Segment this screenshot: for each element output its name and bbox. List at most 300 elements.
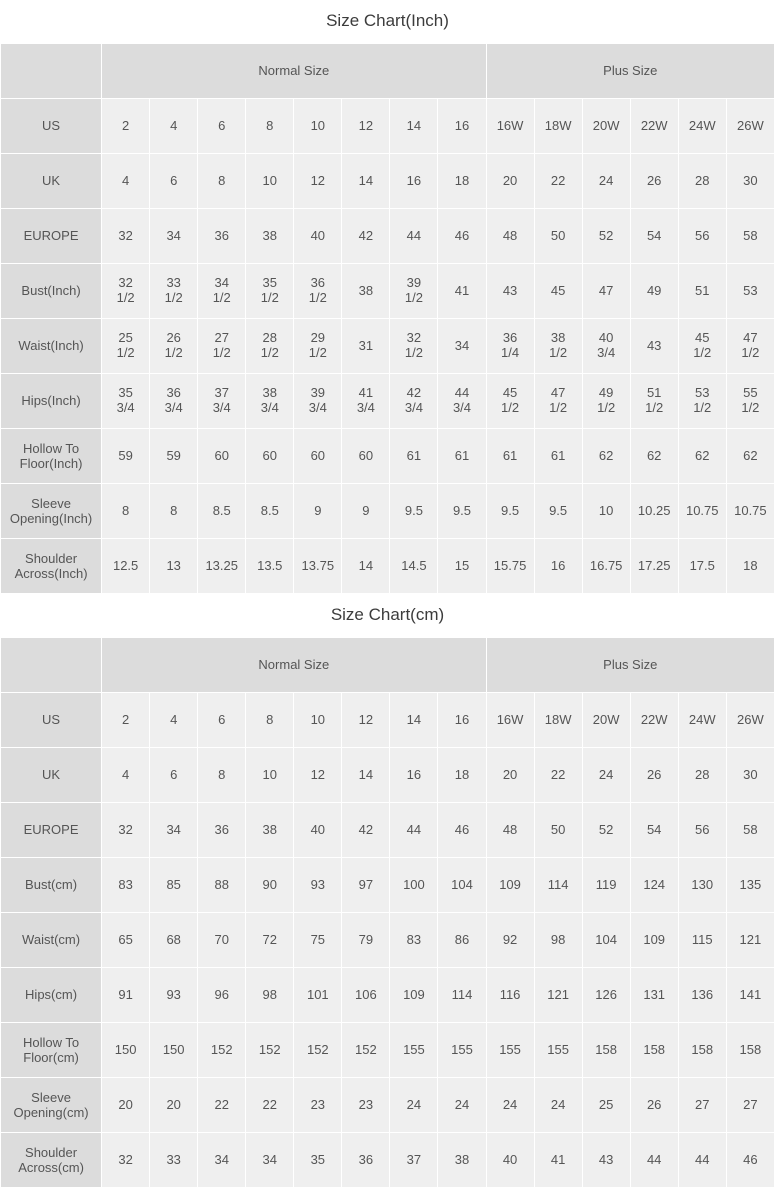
measurement-cell: 24W: [678, 99, 726, 154]
measurement-cell: 90: [246, 858, 294, 913]
measurement-cell: 56: [678, 803, 726, 858]
measurement-cell: 13.25: [198, 539, 246, 594]
measurement-cell: 50: [534, 209, 582, 264]
measurement-cell: 26: [630, 1078, 678, 1133]
measurement-cell: 60: [198, 429, 246, 484]
measurement-cell: 46: [438, 209, 486, 264]
measurement-cell: 121: [726, 913, 774, 968]
measurement-cell: 121: [534, 968, 582, 1023]
measurement-cell: 32: [102, 209, 150, 264]
measurement-cell: 31: [342, 319, 390, 374]
measurement-cell: 26: [630, 748, 678, 803]
measurement-cell: 61: [486, 429, 534, 484]
row-label-cell: Hips(Inch): [1, 374, 102, 429]
measurement-cell: 135: [726, 858, 774, 913]
measurement-cell: 45 1/2: [678, 319, 726, 374]
measurement-cell: 4: [102, 154, 150, 209]
measurement-cell: 12.5: [102, 539, 150, 594]
measurement-cell: 8.5: [246, 484, 294, 539]
measurement-cell: 38 3/4: [246, 374, 294, 429]
measurement-cell: 20: [486, 748, 534, 803]
measurement-cell: 55 1/2: [726, 374, 774, 429]
measurement-cell: 22: [534, 748, 582, 803]
measurement-cell: 158: [630, 1023, 678, 1078]
measurement-cell: 93: [294, 858, 342, 913]
measurement-cell: 109: [486, 858, 534, 913]
measurement-cell: 40 3/4: [582, 319, 630, 374]
measurement-cell: 24: [582, 154, 630, 209]
table-row: [1, 693, 775, 748]
measurement-cell: 30: [726, 748, 774, 803]
measurement-cell: 48: [486, 803, 534, 858]
measurement-cell: 14.5: [390, 539, 438, 594]
measurement-cell: 44: [678, 1133, 726, 1188]
measurement-cell: 85: [150, 858, 198, 913]
row-label-cell: Sleeve Opening(cm): [1, 1078, 102, 1133]
measurement-cell: 58: [726, 803, 774, 858]
measurement-cell: 53 1/2: [678, 374, 726, 429]
measurement-cell: 30: [726, 154, 774, 209]
measurement-cell: 10.75: [678, 484, 726, 539]
measurement-cell: 104: [438, 858, 486, 913]
measurement-cell: 15: [438, 539, 486, 594]
measurement-cell: 24: [534, 1078, 582, 1133]
measurement-cell: 130: [678, 858, 726, 913]
measurement-cell: 17.25: [630, 539, 678, 594]
measurement-cell: 18: [438, 154, 486, 209]
measurement-cell: 39 1/2: [390, 264, 438, 319]
measurement-cell: 16: [534, 539, 582, 594]
measurement-cell: 42 3/4: [390, 374, 438, 429]
measurement-cell: 59: [102, 429, 150, 484]
table-row: [1, 1078, 775, 1133]
measurement-cell: 22: [246, 1078, 294, 1133]
measurement-cell: 9: [342, 484, 390, 539]
measurement-cell: 96: [198, 968, 246, 1023]
measurement-cell: 38: [246, 209, 294, 264]
measurement-cell: 75: [294, 913, 342, 968]
measurement-cell: 44: [390, 803, 438, 858]
measurement-cell: 72: [246, 913, 294, 968]
measurement-cell: 17.5: [678, 539, 726, 594]
measurement-cell: 150: [102, 1023, 150, 1078]
measurement-cell: 100: [390, 858, 438, 913]
measurement-cell: 9.5: [534, 484, 582, 539]
measurement-cell: 104: [582, 913, 630, 968]
row-label-cell: Shoulder Across(cm): [1, 1133, 102, 1188]
measurement-cell: 106: [342, 968, 390, 1023]
measurement-cell: 4: [102, 748, 150, 803]
measurement-cell: 92: [486, 913, 534, 968]
measurement-cell: 152: [246, 1023, 294, 1078]
measurement-cell: 42: [342, 209, 390, 264]
table-row: [1, 913, 775, 968]
measurement-cell: 83: [390, 913, 438, 968]
measurement-cell: 61: [390, 429, 438, 484]
measurement-cell: 28: [678, 748, 726, 803]
measurement-cell: 28 1/2: [246, 319, 294, 374]
measurement-cell: 61: [534, 429, 582, 484]
measurement-cell: 34: [198, 1133, 246, 1188]
table-corner-cell: [1, 638, 102, 693]
measurement-cell: 24W: [678, 693, 726, 748]
measurement-cell: 12: [294, 748, 342, 803]
size-chart-title: Size Chart(cm): [0, 594, 775, 637]
measurement-cell: 38: [342, 264, 390, 319]
measurement-cell: 155: [438, 1023, 486, 1078]
measurement-cell: 62: [726, 429, 774, 484]
measurement-cell: 115: [678, 913, 726, 968]
measurement-cell: 6: [198, 693, 246, 748]
table-row: [1, 968, 775, 1023]
measurement-cell: 43: [486, 264, 534, 319]
measurement-cell: 119: [582, 858, 630, 913]
measurement-cell: 9.5: [438, 484, 486, 539]
measurement-cell: 34: [438, 319, 486, 374]
measurement-cell: 16W: [486, 99, 534, 154]
measurement-cell: 8: [102, 484, 150, 539]
measurement-cell: 158: [726, 1023, 774, 1078]
measurement-cell: 43: [582, 1133, 630, 1188]
size-chart-title: Size Chart(Inch): [0, 0, 775, 43]
measurement-cell: 54: [630, 803, 678, 858]
measurement-cell: 46: [726, 1133, 774, 1188]
table-row: [1, 748, 775, 803]
row-label-cell: Shoulder Across(Inch): [1, 539, 102, 594]
measurement-cell: 98: [246, 968, 294, 1023]
measurement-cell: 36 3/4: [150, 374, 198, 429]
measurement-cell: 18W: [534, 693, 582, 748]
measurement-cell: 32 1/2: [390, 319, 438, 374]
row-label-cell: Waist(Inch): [1, 319, 102, 374]
measurement-cell: 41: [438, 264, 486, 319]
row-label-cell: Hollow To Floor(Inch): [1, 429, 102, 484]
measurement-cell: 16: [438, 693, 486, 748]
size-chart-table: [0, 43, 775, 594]
measurement-cell: 41 3/4: [342, 374, 390, 429]
measurement-cell: 97: [342, 858, 390, 913]
measurement-cell: 58: [726, 209, 774, 264]
measurement-cell: 27: [678, 1078, 726, 1133]
measurement-cell: 36: [198, 803, 246, 858]
measurement-cell: 86: [438, 913, 486, 968]
table-row: [1, 803, 775, 858]
measurement-cell: 152: [294, 1023, 342, 1078]
measurement-cell: 52: [582, 209, 630, 264]
table-row: [1, 858, 775, 913]
measurement-cell: 16W: [486, 693, 534, 748]
row-label-cell: US: [1, 99, 102, 154]
measurement-cell: 158: [678, 1023, 726, 1078]
table-row: [1, 264, 775, 319]
measurement-cell: 9: [294, 484, 342, 539]
measurement-cell: 24: [390, 1078, 438, 1133]
measurement-cell: 150: [150, 1023, 198, 1078]
group-header-cell: Plus Size: [486, 44, 774, 99]
measurement-cell: 18W: [534, 99, 582, 154]
measurement-cell: 27 1/2: [198, 319, 246, 374]
measurement-cell: 155: [486, 1023, 534, 1078]
measurement-cell: 136: [678, 968, 726, 1023]
measurement-cell: 141: [726, 968, 774, 1023]
measurement-cell: 10: [294, 99, 342, 154]
measurement-cell: 54: [630, 209, 678, 264]
row-label-cell: Bust(Inch): [1, 264, 102, 319]
measurement-cell: 56: [678, 209, 726, 264]
measurement-cell: 24: [486, 1078, 534, 1133]
measurement-cell: 20: [486, 154, 534, 209]
measurement-cell: 62: [582, 429, 630, 484]
measurement-cell: 12: [342, 693, 390, 748]
table-row: [1, 209, 775, 264]
measurement-cell: 2: [102, 99, 150, 154]
measurement-cell: 91: [102, 968, 150, 1023]
measurement-cell: 155: [534, 1023, 582, 1078]
measurement-cell: 20W: [582, 693, 630, 748]
measurement-cell: 32: [102, 803, 150, 858]
measurement-cell: 10: [294, 693, 342, 748]
measurement-cell: 62: [678, 429, 726, 484]
measurement-cell: 37 3/4: [198, 374, 246, 429]
measurement-cell: 38: [246, 803, 294, 858]
measurement-cell: 8.5: [198, 484, 246, 539]
measurement-cell: 9.5: [486, 484, 534, 539]
row-label-cell: Sleeve Opening(Inch): [1, 484, 102, 539]
measurement-cell: 13: [150, 539, 198, 594]
size-chart-block: [0, 594, 775, 1188]
table-row: [1, 1133, 775, 1188]
table-row: [1, 319, 775, 374]
group-header-cell: Plus Size: [486, 638, 774, 693]
measurement-cell: 32 1/2: [102, 264, 150, 319]
measurement-cell: 35 3/4: [102, 374, 150, 429]
measurement-cell: 2: [102, 693, 150, 748]
measurement-cell: 37: [390, 1133, 438, 1188]
measurement-cell: 114: [438, 968, 486, 1023]
measurement-cell: 51 1/2: [630, 374, 678, 429]
row-label-cell: EUROPE: [1, 803, 102, 858]
group-header-cell: Normal Size: [102, 638, 486, 693]
measurement-cell: 40: [294, 803, 342, 858]
measurement-cell: 8: [150, 484, 198, 539]
table-row: [1, 99, 775, 154]
measurement-cell: 109: [390, 968, 438, 1023]
row-label-cell: Hollow To Floor(cm): [1, 1023, 102, 1078]
measurement-cell: 44: [390, 209, 438, 264]
measurement-cell: 8: [246, 693, 294, 748]
measurement-cell: 14: [390, 693, 438, 748]
measurement-cell: 152: [198, 1023, 246, 1078]
size-chart-table: [0, 637, 775, 1188]
measurement-cell: 40: [486, 1133, 534, 1188]
measurement-cell: 116: [486, 968, 534, 1023]
measurement-cell: 124: [630, 858, 678, 913]
measurement-cell: 6: [150, 154, 198, 209]
measurement-cell: 47 1/2: [726, 319, 774, 374]
measurement-cell: 38 1/2: [534, 319, 582, 374]
measurement-cell: 13.5: [246, 539, 294, 594]
measurement-cell: 27: [726, 1078, 774, 1133]
measurement-cell: 10: [582, 484, 630, 539]
group-header-row: [1, 44, 775, 99]
measurement-cell: 14: [342, 539, 390, 594]
measurement-cell: 34: [150, 209, 198, 264]
group-header-cell: Normal Size: [102, 44, 486, 99]
measurement-cell: 6: [150, 748, 198, 803]
measurement-cell: 155: [390, 1023, 438, 1078]
measurement-cell: 22: [198, 1078, 246, 1133]
measurement-cell: 20: [102, 1078, 150, 1133]
measurement-cell: 53: [726, 264, 774, 319]
measurement-cell: 24: [582, 748, 630, 803]
measurement-cell: 8: [198, 748, 246, 803]
row-label-cell: UK: [1, 154, 102, 209]
table-row: [1, 429, 775, 484]
measurement-cell: 20W: [582, 99, 630, 154]
measurement-cell: 114: [534, 858, 582, 913]
row-label-cell: UK: [1, 748, 102, 803]
measurement-cell: 33 1/2: [150, 264, 198, 319]
measurement-cell: 152: [342, 1023, 390, 1078]
measurement-cell: 34 1/2: [198, 264, 246, 319]
measurement-cell: 83: [102, 858, 150, 913]
measurement-cell: 4: [150, 693, 198, 748]
measurement-cell: 131: [630, 968, 678, 1023]
measurement-cell: 88: [198, 858, 246, 913]
measurement-cell: 36: [198, 209, 246, 264]
row-label-cell: Bust(cm): [1, 858, 102, 913]
measurement-cell: 44: [630, 1133, 678, 1188]
measurement-cell: 44 3/4: [438, 374, 486, 429]
measurement-cell: 158: [582, 1023, 630, 1078]
measurement-cell: 8: [246, 99, 294, 154]
measurement-cell: 26: [630, 154, 678, 209]
measurement-cell: 12: [294, 154, 342, 209]
measurement-cell: 39 3/4: [294, 374, 342, 429]
measurement-cell: 20: [150, 1078, 198, 1133]
measurement-cell: 12: [342, 99, 390, 154]
measurement-cell: 9.5: [390, 484, 438, 539]
table-corner-cell: [1, 44, 102, 99]
measurement-cell: 109: [630, 913, 678, 968]
measurement-cell: 16.75: [582, 539, 630, 594]
measurement-cell: 68: [150, 913, 198, 968]
measurement-cell: 26W: [726, 693, 774, 748]
measurement-cell: 50: [534, 803, 582, 858]
measurement-cell: 16: [438, 99, 486, 154]
measurement-cell: 18: [438, 748, 486, 803]
measurement-cell: 34: [246, 1133, 294, 1188]
measurement-cell: 14: [342, 154, 390, 209]
measurement-cell: 10.75: [726, 484, 774, 539]
measurement-cell: 8: [198, 154, 246, 209]
measurement-cell: 33: [150, 1133, 198, 1188]
measurement-cell: 60: [246, 429, 294, 484]
measurement-cell: 13.75: [294, 539, 342, 594]
measurement-cell: 60: [294, 429, 342, 484]
measurement-cell: 28: [678, 154, 726, 209]
measurement-cell: 29 1/2: [294, 319, 342, 374]
measurement-cell: 6: [198, 99, 246, 154]
table-row: [1, 484, 775, 539]
measurement-cell: 42: [342, 803, 390, 858]
measurement-cell: 45: [534, 264, 582, 319]
measurement-cell: 41: [534, 1133, 582, 1188]
measurement-cell: 10.25: [630, 484, 678, 539]
table-row: [1, 539, 775, 594]
measurement-cell: 22: [534, 154, 582, 209]
measurement-cell: 126: [582, 968, 630, 1023]
table-row: [1, 154, 775, 209]
measurement-cell: 45 1/2: [486, 374, 534, 429]
measurement-cell: 51: [678, 264, 726, 319]
measurement-cell: 52: [582, 803, 630, 858]
row-label-cell: Hips(cm): [1, 968, 102, 1023]
measurement-cell: 101: [294, 968, 342, 1023]
row-label-cell: Waist(cm): [1, 913, 102, 968]
measurement-cell: 14: [390, 99, 438, 154]
measurement-cell: 23: [294, 1078, 342, 1133]
measurement-cell: 36: [342, 1133, 390, 1188]
measurement-cell: 98: [534, 913, 582, 968]
measurement-cell: 26 1/2: [150, 319, 198, 374]
measurement-cell: 62: [630, 429, 678, 484]
measurement-cell: 16: [390, 748, 438, 803]
measurement-cell: 36 1/2: [294, 264, 342, 319]
measurement-cell: 15.75: [486, 539, 534, 594]
measurement-cell: 59: [150, 429, 198, 484]
measurement-cell: 61: [438, 429, 486, 484]
measurement-cell: 23: [342, 1078, 390, 1133]
measurement-cell: 49: [630, 264, 678, 319]
measurement-cell: 43: [630, 319, 678, 374]
measurement-cell: 26W: [726, 99, 774, 154]
measurement-cell: 93: [150, 968, 198, 1023]
measurement-cell: 32: [102, 1133, 150, 1188]
measurement-cell: 60: [342, 429, 390, 484]
group-header-row: [1, 638, 775, 693]
measurement-cell: 40: [294, 209, 342, 264]
measurement-cell: 49 1/2: [582, 374, 630, 429]
measurement-cell: 24: [438, 1078, 486, 1133]
measurement-cell: 18: [726, 539, 774, 594]
measurement-cell: 48: [486, 209, 534, 264]
measurement-cell: 25 1/2: [102, 319, 150, 374]
table-row: [1, 1023, 775, 1078]
measurement-cell: 10: [246, 748, 294, 803]
measurement-cell: 65: [102, 913, 150, 968]
measurement-cell: 35 1/2: [246, 264, 294, 319]
measurement-cell: 35: [294, 1133, 342, 1188]
table-row: [1, 374, 775, 429]
measurement-cell: 22W: [630, 99, 678, 154]
measurement-cell: 79: [342, 913, 390, 968]
measurement-cell: 10: [246, 154, 294, 209]
measurement-cell: 34: [150, 803, 198, 858]
measurement-cell: 36 1/4: [486, 319, 534, 374]
measurement-cell: 4: [150, 99, 198, 154]
measurement-cell: 16: [390, 154, 438, 209]
measurement-cell: 25: [582, 1078, 630, 1133]
row-label-cell: EUROPE: [1, 209, 102, 264]
measurement-cell: 38: [438, 1133, 486, 1188]
measurement-cell: 14: [342, 748, 390, 803]
measurement-cell: 22W: [630, 693, 678, 748]
measurement-cell: 47 1/2: [534, 374, 582, 429]
row-label-cell: US: [1, 693, 102, 748]
measurement-cell: 46: [438, 803, 486, 858]
measurement-cell: 70: [198, 913, 246, 968]
